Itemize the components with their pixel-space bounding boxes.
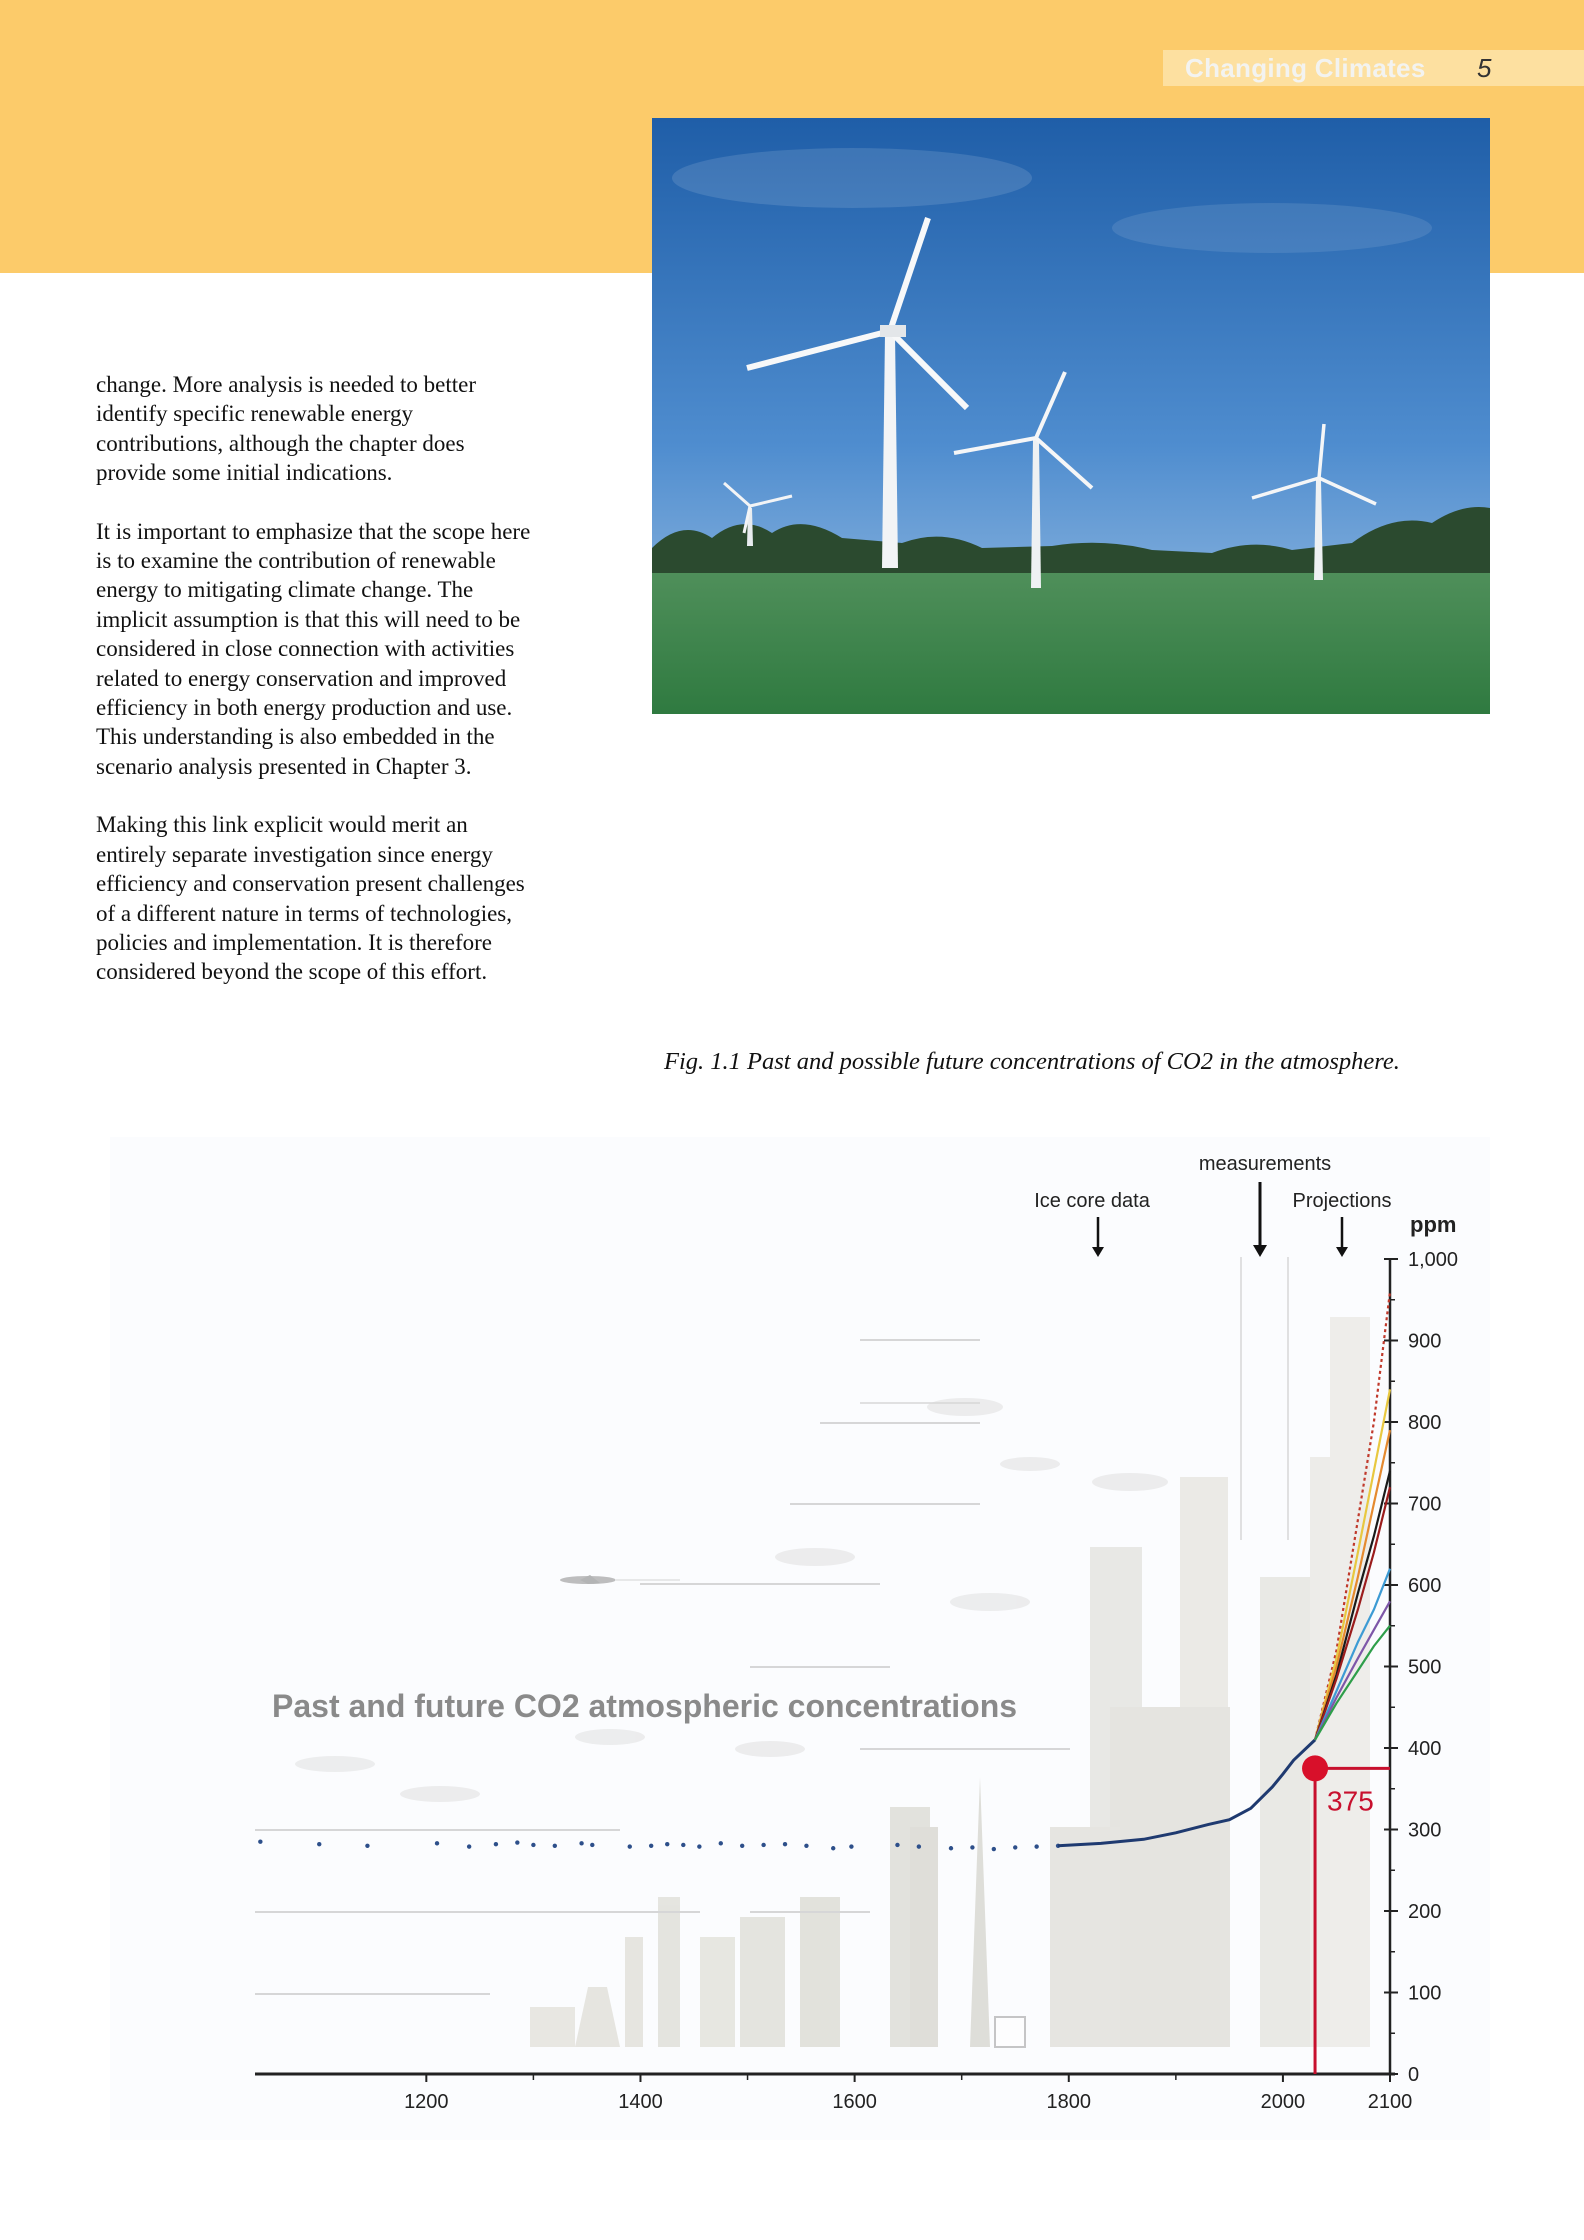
ice-core-point <box>467 1844 471 1848</box>
current-value-label: 375 <box>1327 1785 1374 1817</box>
ice-core-point <box>649 1844 653 1848</box>
section-title: Changing Climates <box>1185 53 1426 83</box>
ice-core-point <box>435 1841 439 1845</box>
x-tick-label: 1800 <box>1046 2091 1092 2113</box>
ice-core-point <box>628 1844 632 1848</box>
x-tick-label: 2000 <box>1260 2091 1306 2113</box>
ice-core-point <box>697 1844 701 1848</box>
ice-core-point <box>494 1842 498 1846</box>
ice-core-point <box>719 1841 723 1845</box>
y-tick-label: 800 <box>1408 1412 1442 1434</box>
y-tick-label: 100 <box>1408 1982 1442 2005</box>
co2-chart <box>110 1137 1490 2140</box>
running-head <box>1163 50 1584 86</box>
ice-core-point <box>761 1843 765 1847</box>
x-tick-label: 1400 <box>618 2091 663 2113</box>
y-tick-label: 1,000 <box>1408 1249 1459 1271</box>
y-tick-label: 400 <box>1408 1738 1442 1760</box>
ice-core-point <box>831 1846 835 1850</box>
ice-core-label: Ice core data <box>1034 1190 1150 1212</box>
ice-core-point <box>531 1843 535 1847</box>
y-tick-label: 500 <box>1408 1656 1442 1679</box>
ice-core-point <box>970 1845 974 1849</box>
ice-core-point <box>917 1844 921 1848</box>
ice-core-point <box>681 1843 685 1847</box>
y-tick-label: 300 <box>1408 1819 1442 1842</box>
y-tick-label: 200 <box>1408 1901 1442 1923</box>
ice-core-point <box>579 1841 583 1845</box>
body-text <box>96 370 536 1016</box>
wind-turbine-photo <box>652 118 1490 714</box>
x-tick-label: 2100 <box>1367 2091 1413 2113</box>
ice-core-point <box>317 1842 321 1846</box>
ice-core-point <box>665 1842 669 1846</box>
ice-core-point <box>1034 1844 1038 1848</box>
ice-core-point <box>804 1844 808 1848</box>
y-tick-label: 0 <box>1408 2064 1420 2086</box>
ice-core-point <box>992 1847 996 1851</box>
page-number: 5 <box>1477 53 1492 83</box>
ice-core-point <box>849 1844 853 1848</box>
ice-core-point <box>590 1843 594 1847</box>
paragraph: Making this link explicit would merit an entirely separate investigation since energy efficiency and conservation present challenges of a different nature in terms of technologies, policies and implementation. It is therefore considered beyond the scope of this effort. <box>96 812 525 985</box>
y-tick-label: 700 <box>1408 1493 1442 1516</box>
ice-core-point <box>1013 1845 1017 1849</box>
ice-core-point <box>740 1844 744 1848</box>
ice-core-point <box>949 1846 953 1850</box>
ice-core-point <box>783 1842 787 1846</box>
y-tick-label: 600 <box>1408 1575 1442 1597</box>
current-value-marker <box>1302 1755 1328 1781</box>
x-tick-label: 1200 <box>404 2091 449 2113</box>
measurements-label: measurements <box>1198 1153 1332 1175</box>
ice-core-point <box>365 1844 369 1848</box>
chart-title: Past and future CO2 atmospheric concentrations <box>272 1688 1018 1724</box>
paragraph: change. More analysis is needed to better identify specific renewable energy contributions, although the chapter does provide some initial indications. <box>96 372 477 486</box>
ice-core-point <box>553 1844 557 1848</box>
ice-core-point <box>258 1840 262 1844</box>
y-tick-label: 900 <box>1408 1330 1442 1353</box>
ice-core-point <box>515 1840 519 1844</box>
y-axis-unit: ppm <box>1410 1212 1457 1237</box>
x-tick-label: 1600 <box>832 2091 877 2113</box>
projections-label: Projections <box>1292 1190 1392 1212</box>
paragraph: It is important to emphasize that the scope here is to examine the contribution of renewable energy to mitigating climate change. The implicit assumption is that this will need to be considered in close connection with activities related to energy conservation and improved efficiency in both energy production and use. This understanding is also embedded in the scenario analysis presented in Chapter 3. <box>96 518 531 779</box>
figure-caption: Fig. 1.1 Past and possible future concentrations of CO2 in the atmosphere. <box>664 1048 1400 1075</box>
ice-core-point <box>895 1843 899 1847</box>
